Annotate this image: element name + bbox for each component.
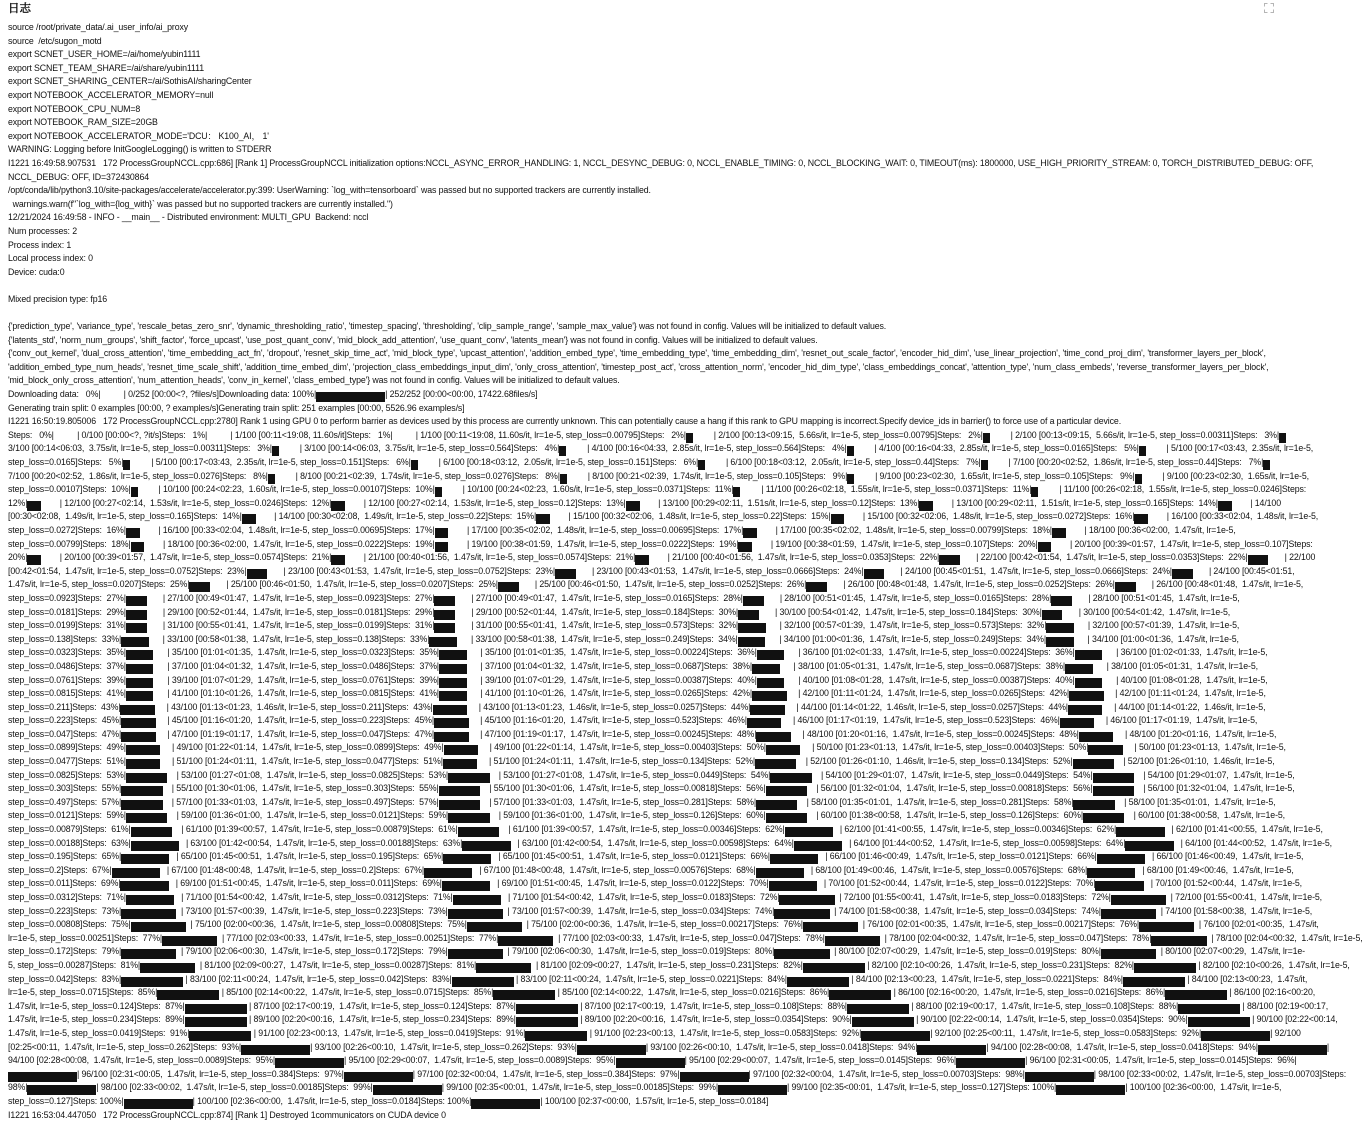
progress-bar-fill (453, 895, 501, 905)
log-line: Process index: 1 (8, 239, 1278, 253)
progress-bar-fill (1052, 528, 1066, 538)
log-line: 7/100 [00:20<02:52, 1.86s/it, lr=1e-5, step_loss=0.0276]Steps: 8%| | 8/100 [00:21<02:39, 1.74s/it, lr=1e-5, step_loss=0.0276]Steps: 8%| | 8/100 [00:21<02:39, 1.74s/it, lr=1e-5, step_loss=0.105]Steps: 9%| | 9/100 [00:23<02:30, 1.65s/it, lr=1e-5, step_loss=0.105]Steps: 9%| | 9/100 [00:23<02:30, 1.65s/it, lr=1e-5, (8, 470, 1278, 484)
log-line: step_loss=0.0815]Steps: 41%| | 41/100 [01:10<01:26, 1.47s/it, lr=1e-5, step_loss=0.0815]Steps: 41%| | 41/100 [01:10<01:26, 1.47s/it, lr=1e-5, step_loss=0.0265]Steps: 42%| | 42/100 [01:11<01:24, 1.47s/it, lr=1e-5, step_loss=0.0265]Steps: 42%| | 42/100 [01:11<01:24, 1.47s/it, lr=1e-5, (8, 687, 1278, 701)
progress-bar-fill (131, 827, 172, 837)
progress-bar-fill (560, 474, 567, 484)
progress-bar-fill (779, 895, 834, 905)
progress-bar-fill (140, 963, 195, 973)
log-line: step_loss=0.0199]Steps: 31%| | 31/100 [00:55<01:41, 1.47s/it, lr=1e-5, step_loss=0.0199]Steps: 31%| | 31/100 [00:55<01:41, 1.47s/it, lr=1e-5, step_loss=0.573]Steps: 32%| | 32/100 [00:57<01:39, 1.47s/it, lr=1e-5, step_loss=0.573]Steps: 32%| | 32/100 [00:57<01:39, 1.47s/it, lr=1e-5, (8, 619, 1278, 633)
log-line: step_loss=0.0477]Steps: 51%| | 51/100 [01:24<01:11, 1.47s/it, lr=1e-5, step_loss=0.0477]Steps: 51%| | 51/100 [01:24<01:11, 1.47s/it, lr=1e-5, step_loss=0.134]Steps: 52%| | 52/100 [01:26<01:10, 1.46s/it, lr=1e-5, step_loss=0.134]Steps: 52%| | 52/100 [01:26<01:10, 1.46s/it, lr=1e-5, (8, 755, 1278, 769)
log-line: step_loss=0.00879]Steps: 61%| | 61/100 [01:39<00:57, 1.47s/it, lr=1e-5, step_loss=0.00879]Steps: 61%| | 61/100 [01:39<00:57, 1.47s/it, lr=1e-5, step_loss=0.00346]Steps: 62%| | 62/100 [01:41<00:55, 1.47s/it, lr=1e-5, step_loss=0.00346]Steps: 62%| | 62/100 [01:41<00:55, 1.47s/it, lr=1e-5, (8, 823, 1278, 837)
progress-bar-fill (471, 1099, 540, 1109)
progress-bar-fill (1083, 813, 1124, 823)
progress-bar-fill (1079, 732, 1114, 742)
progress-bar-fill (680, 1072, 749, 1082)
progress-bar-fill (1115, 582, 1136, 592)
progress-bar-fill (189, 1031, 251, 1041)
progress-bar-fill (733, 487, 740, 497)
progress-bar-fill (698, 460, 705, 470)
progress-bar-fill (1111, 895, 1166, 905)
progress-bar-fill (1101, 909, 1156, 919)
progress-bar-fill (757, 650, 785, 660)
progress-bar-fill (1046, 623, 1074, 633)
progress-bar-fill (189, 582, 210, 592)
log-line: 1.47s/it, lr=1e-5, step_loss=0.124]Steps: 87%| | 87/100 [02:17<00:19, 1.47s/it, lr=1e-5, step_loss=0.124]Steps: 87%| | 87/100 [02:17<00:19, 1.47s/it, lr=1e-5, step_loss=0.108]Steps: 88%| | 88/100 [02:19<00:17, 1.47s/it, lr=1e-5, step_loss=0.108]Steps: 88%| | 88/100 [02:19<00:17, (8, 1000, 1278, 1014)
progress-bar-fill (131, 542, 145, 552)
progress-bar-fill (635, 555, 649, 565)
log-line: Generating train split: 0 examples [00:00, ? examples/s]Generating train split: 251 examples [00:00, 5526.96 examples/s] (8, 402, 1278, 416)
progress-bar-fill (121, 718, 156, 728)
progress-bar-fill (435, 528, 449, 538)
progress-bar-fill (1139, 922, 1194, 932)
progress-bar-fill (774, 909, 829, 919)
log-line: step_loss=0.497]Steps: 57%| | 57/100 [01:33<01:03, 1.47s/it, lr=1e-5, step_loss=0.497]Steps: 57%| | 57/100 [01:33<01:03, 1.47s/it, lr=1e-5, step_loss=0.281]Steps: 58%| | 58/100 [01:35<01:01, 1.47s/it, lr=1e-5, step_loss=0.281]Steps: 58%| | 58/100 [01:35<01:01, 1.47s/it, lr=1e-5, (8, 796, 1278, 810)
progress-bar-fill (131, 487, 138, 497)
progress-bar-fill (829, 990, 891, 1000)
progress-bar-fill (769, 881, 817, 891)
log-line: NCCL_DEBUG: OFF, ID=372430864 (8, 171, 1278, 185)
log-line: step_loss=0.172]Steps: 79%| | 79/100 [02:06<00:30, 1.47s/it, lr=1e-5, step_loss=0.172]Steps: 79%| | 79/100 [02:06<00:30, 1.47s/it, lr=1e-5, step_loss=0.019]Steps: 80%| | 80/100 [02:07<00:29, 1.47s/it, lr=1e-5, step_loss=0.019]Steps: 80%| | 80/100 [02:07<00:29, 1.47s/it, lr=1e- (8, 945, 1278, 959)
log-line: {'latents_std', 'norm_num_groups', 'shift_factor', 'force_upcast', 'use_post_quant_conv', 'mid_block_add_attention', 'use_quant_conv', 'latents_mean'} was not found in config. Values will be initialized to default values. (8, 334, 1278, 348)
progress-bar-fill (752, 664, 780, 674)
progress-bar-fill (185, 1004, 247, 1014)
log-line: step_loss=0.0923]Steps: 27%| | 27/100 [00:49<01:47, 1.47s/it, lr=1e-5, step_loss=0.0923]Steps: 27%| | 27/100 [00:49<01:47, 1.47s/it, lr=1e-5, step_loss=0.0165]Steps: 28%| | 28/100 [00:51<01:45, 1.47s/it, lr=1e-5, step_loss=0.0165]Steps: 28%| | 28/100 [00:51<01:45, 1.47s/it, lr=1e-5, (8, 592, 1278, 606)
progress-bar-fill (121, 786, 162, 796)
progress-bar-fill (756, 732, 791, 742)
progress-bar-fill (1135, 474, 1142, 484)
progress-bar-fill (919, 501, 933, 511)
progress-bar-fill (439, 650, 467, 660)
progress-bar-fill (1051, 596, 1072, 606)
log-output[interactable] (8, 21, 1278, 1117)
progress-bar-fill (476, 963, 531, 973)
log-line: step_loss=0.00107]Steps: 10%| | 10/100 [00:24<02:23, 1.60s/it, lr=1e-5, step_loss=0.00107]Steps: 10%| | 10/100 [00:24<02:23, 1.60s/it, lr=1e-5, step_loss=0.0371]Steps: 11%| | 11/100 [00:26<02:18, 1.55s/it, lr=1e-5, step_loss=0.0371]Steps: 11%| | 11/100 [00:26<02:18, 1.55s/it, lr=1e-5, step_loss=0.0246]Steps: (8, 483, 1278, 497)
progress-bar-fill (1073, 800, 1114, 810)
progress-bar-fill (1093, 773, 1134, 783)
progress-bar-fill (27, 555, 41, 565)
progress-bar-fill (956, 1058, 1025, 1068)
log-line: I1221 16:49:58.907531 172 ProcessGroupNCCL.cpp:686] [Rank 1] ProcessGroupNCCL initialization options:NCCL_ASYNC_ERROR_HANDLING: 1, NCCL_DESYNC_DEBUG: 0, NCCL_ENABLE_TIMING: 0, NCCL_BLOCKING_WAIT: 0, TIMEOUT(ms): 1800000, USE_HIGH_PRIORITY_STREAM: 0, TORCH_DISTRIBUTED_DEBUG: OFF, (8, 157, 1278, 171)
progress-bar-fill (1097, 854, 1145, 864)
progress-bar-fill (498, 582, 519, 592)
progress-bar-fill (806, 582, 827, 592)
progress-bar-fill (787, 977, 849, 987)
progress-bar-fill (443, 854, 491, 864)
progress-bar-fill (555, 569, 576, 579)
progress-bar-fill (157, 990, 219, 1000)
progress-bar-fill (162, 936, 217, 946)
progress-bar-fill (847, 446, 854, 456)
progress-bar-fill (241, 1045, 310, 1055)
progress-bar-fill (1087, 868, 1135, 878)
log-line: export SCNET_USER_HOME=/ai/home/yubin1111 (8, 48, 1278, 62)
progress-bar-fill (493, 990, 555, 1000)
log-line: | 96/100 [02:31<00:05, 1.47s/it, lr=1e-5, step_loss=0.384]Steps: 97%| | 97/100 [02:32<00:04, 1.47s/it, lr=1e-5, step_loss=0.384]Steps: 97%| | 97/100 [02:32<00:04, 1.47s/it, lr=1e-5, step_loss=0.00703]Steps: 98%| | 98/100 [02:33<00:02, 1.47s/it, lr=1e-5, step_loss=0.00703]Steps: (8, 1068, 1278, 1082)
progress-bar-fill (755, 759, 796, 769)
progress-bar-fill (1075, 678, 1103, 688)
progress-bar-fill (435, 487, 442, 497)
progress-bar-fill (852, 1017, 914, 1027)
progress-bar-fill (831, 514, 845, 524)
progress-bar-fill (1178, 1004, 1240, 1014)
progress-bar-fill (344, 1072, 413, 1082)
progress-bar-fill (1123, 977, 1185, 987)
log-line: [02:25<00:11, 1.47s/it, lr=1e-5, step_loss=0.262]Steps: 93%| | 93/100 [02:26<00:10, 1.47s/it, lr=1e-5, step_loss=0.262]Steps: 93%| | 93/100 [02:26<00:10, 1.47s/it, lr=1e-5, step_loss=0.0418]Steps: 94%| | 94/100 [02:28<00:08, 1.47s/it, lr=1e-5, step_loss=0.0418]Steps: 94%| | (8, 1041, 1278, 1055)
log-line: Mixed precision type: fp16 (8, 293, 1278, 307)
progress-bar-fill (126, 813, 167, 823)
log-line: step_loss=0.0761]Steps: 39%| | 39/100 [01:07<01:29, 1.47s/it, lr=1e-5, step_loss=0.0761]Steps: 39%| | 39/100 [01:07<01:29, 1.47s/it, lr=1e-5, step_loss=0.00387]Steps: 40%| | 40/100 [01:08<01:28, 1.47s/it, lr=1e-5, step_loss=0.00387]Steps: 40%| | 40/100 [01:08<01:28, 1.47s/it, lr=1e-5, (8, 674, 1278, 688)
log-line: step_loss=0.011]Steps: 69%| | 69/100 [01:51<00:45, 1.47s/it, lr=1e-5, step_loss=0.011]Steps: 69%| | 69/100 [01:51<00:45, 1.47s/it, lr=1e-5, step_loss=0.0122]Steps: 70%| | 70/100 [01:52<00:44, 1.47s/it, lr=1e-5, step_loss=0.0122]Steps: 70%| | 70/100 [01:52<00:44, 1.47s/it, lr=1e-5, (8, 877, 1278, 891)
progress-bar-fill (847, 1004, 909, 1014)
log-line: 'addition_embed_type_num_heads', 'resnet_time_scale_shift', 'addition_time_embed_dim', 'projection_class_embeddings_input_dim', 'only_cross_attention', 'timestep_post_act', 'cross_attention_norm', 'encoder_hid_dim_type', 'class_embeddings_concat', 'attention_type', 'num_class_embeds', 'reverse_transformer_layers_per_block', (8, 361, 1278, 375)
progress-bar-fill (8, 1072, 77, 1082)
progress-bar-fill (275, 1058, 344, 1068)
progress-bar-fill (516, 1004, 578, 1014)
progress-bar-fill (434, 732, 469, 742)
log-line: step_loss=0.138]Steps: 33%| | 33/100 [00:58<01:38, 1.47s/it, lr=1e-5, step_loss=0.138]Steps: 33%| | 33/100 [00:58<01:38, 1.47s/it, lr=1e-5, step_loss=0.249]Steps: 34%| | 34/100 [01:00<01:36, 1.47s/it, lr=1e-5, step_loss=0.249]Steps: 34%| | 34/100 [01:00<01:36, 1.47s/it, lr=1e-5, (8, 633, 1278, 647)
progress-bar-fill (126, 610, 147, 620)
progress-bar-fill (983, 433, 990, 443)
progress-bar-fill (126, 650, 154, 660)
progress-bar-fill (1263, 460, 1270, 470)
progress-bar-fill (331, 501, 345, 511)
expand-icon[interactable] (1264, 3, 1274, 13)
progress-bar-fill (1095, 881, 1143, 891)
log-line: 5, step_loss=0.00287]Steps: 81%| | 81/100 [02:09<00:27, 1.47s/it, lr=1e-5, step_loss=0.00287]Steps: 81%| | 81/100 [02:09<00:27, 1.47s/it, lr=1e-5, step_loss=0.231]Steps: 82%| | 82/100 [02:10<00:26, 1.47s/it, lr=1e-5, step_loss=0.231]Steps: 82%| | 82/100 [02:10<00:26, 1.47s/it, lr=1e-5, (8, 959, 1278, 973)
progress-bar-fill (738, 623, 766, 633)
progress-bar-fill (121, 800, 162, 810)
panel-title: 日志 (8, 3, 31, 16)
log-line: 'mid_block_only_cross_attention', 'num_attention_heads', 'conv_in_kernel', 'class_embed_type'} was not found in config. Values will be initialized to default values. (8, 374, 1278, 388)
log-line: [00:42<01:54, 1.47s/it, lr=1e-5, step_loss=0.0752]Steps: 23%| | 23/100 [00:43<01:53, 1.47s/it, lr=1e-5, step_loss=0.0752]Steps: 23%| | 23/100 [00:43<01:53, 1.47s/it, lr=1e-5, step_loss=0.0666]Steps: 24%| | 24/100 [00:45<01:51, 1.47s/it, lr=1e-5, step_loss=0.0666]Steps: 24%| | 24/100 [00:45<01:51, (8, 565, 1278, 579)
progress-bar-fill (429, 637, 457, 647)
progress-bar-fill (452, 977, 514, 987)
progress-bar-fill (750, 705, 785, 715)
progress-bar-fill (442, 881, 490, 891)
log-line: source /root/private_data/.ai_user_info/ai_proxy (8, 21, 1278, 35)
progress-bar-fill (1218, 501, 1232, 511)
progress-bar-fill (803, 922, 858, 932)
log-line: step_loss=0.00799]Steps: 18%| | 18/100 [00:36<02:00, 1.47s/it, lr=1e-5, step_loss=0.0222]Steps: 19%| | 19/100 [00:38<01:59, 1.47s/it, lr=1e-5, step_loss=0.0222]Steps: 19%| | 19/100 [00:38<01:59, 1.47s/it, lr=1e-5, step_loss=0.107]Steps: 20%| | 20/100 [00:39<01:57, 1.47s/it, lr=1e-5, step_loss=0.107]Steps: (8, 538, 1278, 552)
log-line: step_loss=0.047]Steps: 47%| | 47/100 [01:19<01:17, 1.47s/it, lr=1e-5, step_loss=0.047]Steps: 47%| | 47/100 [01:19<01:17, 1.47s/it, lr=1e-5, step_loss=0.00245]Steps: 48%| | 48/100 [01:20<01:16, 1.47s/it, lr=1e-5, step_loss=0.00245]Steps: 48%| | 48/100 [01:20<01:16, 1.47s/it, lr=1e-5, (8, 728, 1278, 742)
progress-bar-fill (738, 637, 766, 647)
progress-bar-fill (242, 514, 256, 524)
progress-bar-fill (1201, 1031, 1270, 1041)
progress-bar-fill (112, 868, 160, 878)
progress-bar-fill (1125, 841, 1173, 851)
progress-bar-fill (1172, 569, 1193, 579)
progress-bar-fill (120, 881, 168, 891)
progress-bar-fill (847, 474, 854, 484)
progress-bar-fill (121, 854, 169, 864)
log-line: step_loss=0.0825]Steps: 53%| | 53/100 [01:27<01:08, 1.47s/it, lr=1e-5, step_loss=0.0825]Steps: 53%| | 53/100 [01:27<01:08, 1.47s/it, lr=1e-5, step_loss=0.0449]Steps: 54%| | 54/100 [01:29<01:07, 1.47s/it, lr=1e-5, step_loss=0.0449]Steps: 54%| | 54/100 [01:29<01:07, 1.47s/it, lr=1e-5, (8, 769, 1278, 783)
log-line: 98%| | 98/100 [02:33<00:02, 1.47s/it, lr=1e-5, step_loss=0.00185]Steps: 99%| | 99/100 [02:35<00:01, 1.47s/it, lr=1e-5, step_loss=0.00185]Steps: 99%| | 99/100 [02:35<00:01, 1.47s/it, lr=1e-5, step_loss=0.127]Steps: 100%| | 100/100 [02:36<00:00, 1.47s/it, lr=1e-5, (8, 1081, 1278, 1095)
progress-bar-fill (448, 773, 489, 783)
progress-bar-fill (126, 773, 167, 783)
progress-bar-fill (1060, 718, 1095, 728)
progress-bar-fill (825, 936, 880, 946)
progress-bar-fill (1279, 433, 1286, 443)
progress-bar-fill (1069, 691, 1104, 701)
progress-bar-fill (981, 460, 988, 470)
progress-bar-fill (126, 678, 154, 688)
log-line: Device: cuda:0 (8, 266, 1278, 280)
progress-bar-fill (126, 596, 147, 606)
log-line: step_loss=0.303]Steps: 55%| | 55/100 [01:30<01:06, 1.47s/it, lr=1e-5, step_loss=0.303]Steps: 55%| | 55/100 [01:30<01:06, 1.47s/it, lr=1e-5, step_loss=0.00818]Steps: 56%| | 56/100 [01:32<01:04, 1.47s/it, lr=1e-5, step_loss=0.00818]Steps: 56%| | 56/100 [01:32<01:04, 1.47s/it, lr=1e-5, (8, 782, 1278, 796)
progress-bar-fill (121, 977, 183, 987)
log-line: step_loss=0.0165]Steps: 5%| | 5/100 [00:17<03:43, 2.35s/it, lr=1e-5, step_loss=0.151]Steps: 6%| | 6/100 [00:18<03:12, 2.05s/it, lr=1e-5, step_loss=0.151]Steps: 6%| | 6/100 [00:18<03:12, 2.05s/it, lr=1e-5, step_loss=0.44]Steps: 7%| | 7/100 [00:20<02:52, 1.86s/it, lr=1e-5, step_loss=0.44]Steps: 7%| (8, 456, 1278, 470)
progress-bar-fill (686, 433, 693, 443)
log-line: [00:30<02:08, 1.49s/it, lr=1e-5, step_loss=0.165]Steps: 14%| | 14/100 [00:30<02:08, 1.49s/it, lr=1e-5, step_loss=0.22]Steps: 15%| | 15/100 [00:32<02:06, 1.48s/it, lr=1e-5, step_loss=0.22]Steps: 15%| | 15/100 [00:32<02:06, 1.48s/it, lr=1e-5, step_loss=0.0272]Steps: 16%| | 16/100 [00:33<02:04, 1.48s/it, lr=1e-5, (8, 510, 1278, 524)
log-line: lr=1e-5, step_loss=0.00251]Steps: 77%| | 77/100 [02:03<00:33, 1.47s/it, lr=1e-5, step_loss=0.00251]Steps: 77%| | 77/100 [02:03<00:33, 1.47s/it, lr=1e-5, step_loss=0.047]Steps: 78%| | 78/100 [02:04<00:32, 1.47s/it, lr=1e-5, step_loss=0.047]Steps: 78%| | 78/100 [02:04<00:32, 1.47s/it, lr=1e-5, (8, 932, 1278, 946)
progress-bar-fill (1093, 786, 1134, 796)
progress-bar-fill (577, 1045, 646, 1055)
log-line: lr=1e-5, step_loss=0.0715]Steps: 85%| | 85/100 [02:14<00:22, 1.47s/it, lr=1e-5, step_loss=0.0715]Steps: 85%| | 85/100 [02:14<00:22, 1.47s/it, lr=1e-5, step_loss=0.0216]Steps: 86%| | 86/100 [02:16<00:20, 1.47s/it, lr=1e-5, step_loss=0.0216]Steps: 86%| | 86/100 [02:16<00:20, (8, 986, 1278, 1000)
progress-bar-fill (126, 528, 140, 538)
progress-bar-fill (939, 555, 960, 565)
progress-bar-fill (743, 528, 757, 538)
log-line: step_loss=0.0181]Steps: 29%| | 29/100 [00:52<01:44, 1.47s/it, lr=1e-5, step_loss=0.0181]Steps: 29%| | 29/100 [00:52<01:44, 1.47s/it, lr=1e-5, step_loss=0.184]Steps: 30%| | 30/100 [00:54<01:42, 1.47s/it, lr=1e-5, step_loss=0.184]Steps: 30%| | 30/100 [00:54<01:42, 1.47s/it, lr=1e-5, (8, 606, 1278, 620)
progress-bar-fill (434, 610, 455, 620)
log-line: export SCNET_SHARING_CENTER=/ai/SothisAI/sharingCenter (8, 75, 1278, 89)
progress-bar-fill (439, 786, 480, 796)
progress-bar-fill (434, 596, 455, 606)
progress-bar-fill (525, 1031, 587, 1041)
progress-bar-fill (444, 745, 479, 755)
progress-bar-fill (752, 691, 787, 701)
log-line: source /etc/sugon_motd (8, 35, 1278, 49)
progress-bar-fill (124, 1099, 193, 1109)
progress-bar-fill (247, 569, 268, 579)
log-line: Num processes: 2 (8, 225, 1278, 239)
progress-bar-fill (1025, 1072, 1094, 1082)
progress-bar-fill (448, 949, 503, 959)
progress-bar-fill (747, 718, 782, 728)
progress-bar-fill (1116, 827, 1164, 837)
progress-bar-fill (1188, 1017, 1250, 1027)
progress-bar-fill (861, 1031, 930, 1041)
progress-bar-fill (766, 745, 801, 755)
progress-bar-fill (462, 841, 510, 851)
log-line: 3/100 [00:14<06:03, 3.75s/it, lr=1e-5, step_loss=0.00311]Steps: 3%| | 3/100 [00:14<06:03, 3.75s/it, lr=1e-5, step_loss=0.564]Steps: 4%| | 4/100 [00:16<04:33, 2.85s/it, lr=1e-5, step_loss=0.564]Steps: 4%| | 4/100 [00:16<04:33, 2.85s/it, lr=1e-5, step_loss=0.0165]Steps: 5%| | 5/100 [00:17<03:43, 2.35s/it, lr=1e-5, (8, 442, 1278, 456)
progress-bar-fill (458, 827, 499, 837)
progress-bar-fill (1134, 514, 1148, 524)
log-line: Steps: 0%| | 0/100 [00:00<?, ?it/s]Steps: 1%| | 1/100 [00:11<19:08, 11.60s/it]Steps: 1%| | 1/100 [00:11<19:08, 11.60s/it, lr=1e-5, step_loss=0.00795]Steps: 2%| | 2/100 [00:13<09:15, 5.66s/it, lr=1e-5, step_loss=0.00795]Steps: 2%| | 2/100 [00:13<09:15, 5.66s/it, lr=1e-5, step_loss=0.00311]Steps: 3%| (8, 429, 1278, 443)
log-line: export NOTEBOOK_ACCELERATOR_MEMORY=null (8, 89, 1278, 103)
log-line: 1.47s/it, lr=1e-5, step_loss=0.0207]Steps: 25%| | 25/100 [00:46<01:50, 1.47s/it, lr=1e-5, step_loss=0.0207]Steps: 25%| | 25/100 [00:46<01:50, 1.47s/it, lr=1e-5, step_loss=0.0252]Steps: 26%| | 26/100 [00:48<01:48, 1.47s/it, lr=1e-5, step_loss=0.0252]Steps: 26%| | 26/100 [00:48<01:48, 1.47s/it, lr=1e-5, (8, 578, 1278, 592)
progress-bar-fill (439, 678, 467, 688)
progress-bar-fill (434, 718, 469, 728)
progress-bar-fill (794, 841, 842, 851)
progress-bar-fill (559, 446, 566, 456)
progress-bar-fill (1056, 1085, 1125, 1095)
log-line: export NOTEBOOK_CPU_NUM=8 (8, 103, 1278, 117)
progress-bar-fill (131, 922, 186, 932)
progress-bar-fill (439, 800, 480, 810)
log-line: {'conv_out_kernel', 'dual_cross_attention', 'time_embedding_act_fn', 'dropout', 'resnet_skip_time_act', 'mid_block_type', 'upcast_attention', 'addition_embed_type', 'time_embedding_type', 'time_embedding_dim', 'resnet_out_scale_factor', 'encoder_hid_dim', 'use_linear_projection', 'time_cond_proj_dim', 'transformer_layers_per_block', (8, 347, 1278, 361)
progress-bar-fill (373, 1085, 442, 1095)
progress-bar-fill (272, 446, 279, 456)
progress-bar-fill (766, 786, 807, 796)
progress-bar-fill (864, 569, 885, 579)
progress-bar-fill (439, 664, 467, 674)
progress-bar-fill (1042, 610, 1063, 620)
progress-bar-fill (1065, 664, 1093, 674)
log-line: Downloading data: 0%| | 0/252 [00:00<?, ?files/s]Downloading data: 100%| | 252/252 [00:00<00:00, 17422.68files/s] (8, 388, 1278, 402)
progress-bar-fill (1248, 555, 1269, 565)
progress-bar-fill (121, 637, 149, 647)
progress-bar-fill (185, 1017, 247, 1027)
progress-bar-fill (121, 909, 176, 919)
progress-bar-fill (498, 936, 553, 946)
progress-bar-fill (1075, 650, 1103, 660)
progress-bar-fill (756, 800, 797, 810)
progress-bar-fill (27, 1085, 96, 1095)
progress-bar-fill (738, 610, 759, 620)
progress-bar-fill (467, 922, 522, 932)
log-line (8, 306, 1278, 320)
log-line: I1221 16:53:04.447050 172 ProcessGroupNCCL.cpp:874] [Rank 1] Destroyed 1communicators on CUDA device 0 (8, 1109, 1278, 1122)
log-line: step_loss=0.0121]Steps: 59%| | 59/100 [01:36<01:00, 1.47s/it, lr=1e-5, step_loss=0.0121]Steps: 59%| | 59/100 [01:36<01:00, 1.47s/it, lr=1e-5, step_loss=0.126]Steps: 60%| | 60/100 [01:38<00:58, 1.47s/it, lr=1e-5, step_loss=0.126]Steps: 60%| | 60/100 [01:38<00:58, 1.47s/it, lr=1e-5, (8, 809, 1278, 823)
log-line: export NOTEBOOK_ACCELERATOR_MODE='DCU： K100_AI， 1' (8, 130, 1278, 144)
progress-bar-fill (1031, 487, 1038, 497)
progress-bar-fill (756, 868, 804, 878)
log-line: 1.47s/it, lr=1e-5, step_loss=0.0419]Steps: 91%| | 91/100 [02:23<00:13, 1.47s/it, lr=1e-5, step_loss=0.0419]Steps: 91%| | 91/100 [02:23<00:13, 1.47s/it, lr=1e-5, step_loss=0.0583]Steps: 92%| | 92/100 [02:25<00:11, 1.47s/it, lr=1e-5, step_loss=0.0583]Steps: 92%| | 92/100 (8, 1027, 1278, 1041)
progress-bar-fill (448, 813, 489, 823)
progress-bar-fill (1038, 542, 1052, 552)
log-line: step_loss=0.00808]Steps: 75%| | 75/100 [02:00<00:36, 1.47s/it, lr=1e-5, step_loss=0.00808]Steps: 75%| | 75/100 [02:00<00:36, 1.47s/it, lr=1e-5, step_loss=0.00217]Steps: 76%| | 76/100 [02:01<00:35, 1.47s/it, lr=1e-5, step_loss=0.00217]Steps: 76%| | 76/100 [02:01<00:35, 1.47s/it, (8, 918, 1278, 932)
progress-bar-fill (1073, 759, 1114, 769)
log-line: step_loss=0.0312]Steps: 71%| | 71/100 [01:54<00:42, 1.47s/it, lr=1e-5, step_loss=0.0312]Steps: 71%| | 71/100 [01:54<00:42, 1.47s/it, lr=1e-5, step_loss=0.0183]Steps: 72%| | 72/100 [01:55<00:41, 1.47s/it, lr=1e-5, step_loss=0.0183]Steps: 72%| | 72/100 [01:55<00:41, 1.47s/it, lr=1e-5, (8, 891, 1278, 905)
log-line: step_loss=0.042]Steps: 83%| | 83/100 [02:11<00:24, 1.47s/it, lr=1e-5, step_loss=0.042]Steps: 83%| | 83/100 [02:11<00:24, 1.47s/it, lr=1e-5, step_loss=0.0221]Steps: 84%| | 84/100 [02:13<00:23, 1.47s/it, lr=1e-5, step_loss=0.0221]Steps: 84%| | 84/100 [02:13<00:23, 1.47s/it, (8, 973, 1278, 987)
progress-bar-fill (757, 678, 785, 688)
log-line: step_loss=0.195]Steps: 65%| | 65/100 [01:45<00:51, 1.47s/it, lr=1e-5, step_loss=0.195]Steps: 65%| | 65/100 [01:45<00:51, 1.47s/it, lr=1e-5, step_loss=0.0121]Steps: 66%| | 66/100 [01:46<00:49, 1.47s/it, lr=1e-5, step_loss=0.0121]Steps: 66%| | 66/100 [01:46<00:49, 1.47s/it, lr=1e-5, (8, 850, 1278, 864)
progress-bar-fill (27, 501, 41, 511)
log-line: 20%| | 20/100 [00:39<01:57, 1.47s/it, lr=1e-5, step_loss=0.0574]Steps: 21%| | 21/100 [00:40<01:56, 1.47s/it, lr=1e-5, step_loss=0.0574]Steps: 21%| | 21/100 [00:40<01:56, 1.47s/it, lr=1e-5, step_loss=0.0353]Steps: 22%| | 22/100 [00:42<01:54, 1.47s/it, lr=1e-5, step_loss=0.0353]Steps: 22%| | 22/100 (8, 551, 1278, 565)
progress-bar-fill (770, 773, 811, 783)
log-line: step_loss=0.0272]Steps: 16%| | 16/100 [00:33<02:04, 1.48s/it, lr=1e-5, step_loss=0.00695]Steps: 17%| | 17/100 [00:35<02:02, 1.48s/it, lr=1e-5, step_loss=0.00695]Steps: 17%| | 17/100 [00:35<02:02, 1.48s/it, lr=1e-5, step_loss=0.00799]Steps: 18%| | 18/100 [00:36<02:00, 1.47s/it, lr=1e-5, (8, 524, 1278, 538)
progress-bar-fill (126, 691, 154, 701)
progress-bar-fill (126, 623, 147, 633)
log-line: export NOTEBOOK_RAM_SIZE=20GB (8, 116, 1278, 130)
progress-bar-fill (1151, 936, 1206, 946)
progress-bar-fill (434, 623, 455, 633)
progress-bar-fill (121, 732, 156, 742)
log-line: step_loss=0.2]Steps: 67%| | 67/100 [01:48<00:48, 1.47s/it, lr=1e-5, step_loss=0.2]Steps: 67%| | 67/100 [01:48<00:48, 1.47s/it, lr=1e-5, step_loss=0.00576]Steps: 68%| | 68/100 [01:49<00:46, 1.47s/it, lr=1e-5, step_loss=0.00576]Steps: 68%| | 68/100 [01:49<00:46, 1.47s/it, lr=1e-5, (8, 864, 1278, 878)
progress-bar-fill (121, 949, 176, 959)
log-line: /opt/conda/lib/python3.10/site-packages/accelerate/accelerator.py:399: UserWarning: `log_with=tensorboard` was passed but no supported trackers are currently installed. (8, 184, 1278, 198)
progress-bar-fill (443, 759, 478, 769)
progress-bar-fill (770, 854, 818, 864)
progress-bar-fill (1139, 446, 1146, 456)
progress-bar-fill (766, 813, 807, 823)
progress-bar-fill (785, 827, 833, 837)
progress-bar-fill (433, 705, 468, 715)
progress-bar-fill (411, 460, 418, 470)
progress-bar-fill (1134, 963, 1196, 973)
progress-bar-fill (1046, 637, 1074, 647)
progress-bar-fill (435, 542, 449, 552)
progress-bar-fill (1088, 745, 1123, 755)
log-line: WARNING: Logging before InitGoogleLogging() is written to STDERR (8, 143, 1278, 157)
log-line: step_loss=0.223]Steps: 73%| | 73/100 [01:57<00:39, 1.47s/it, lr=1e-5, step_loss=0.223]Steps: 73%| | 73/100 [01:57<00:39, 1.47s/it, lr=1e-5, step_loss=0.034]Steps: 74%| | 74/100 [01:58<00:38, 1.47s/it, lr=1e-5, step_loss=0.034]Steps: 74%| | 74/100 [01:58<00:38, 1.47s/it, lr=1e-5, (8, 905, 1278, 919)
progress-bar-fill (1101, 949, 1156, 959)
log-line: {'prediction_type', 'variance_type', 'rescale_betas_zero_snr', 'dynamic_thresholding_ratio', 'timestep_spacing', 'thresholding', 'clip_sample_range', 'sample_max_value'} was not found in config. Values will be initialized to default values. (8, 320, 1278, 334)
progress-bar-fill (126, 759, 161, 769)
progress-bar-fill (331, 555, 345, 565)
progress-bar-fill (120, 705, 155, 715)
progress-bar-fill (718, 1085, 787, 1095)
log-line: I1221 16:50:19.805006 172 ProcessGroupNCCL.cpp:2780] Rank 1 using GPU 0 to perform barrier as devices used by this process are currently unknown. This can potentially cause a hang if this rank to GPU mapping is incorrect.Specify device_ids in barrier() to force use of a particular device. (8, 415, 1278, 429)
progress-bar-fill (268, 474, 275, 484)
progress-bar-fill (123, 460, 130, 470)
progress-bar-fill (316, 392, 385, 402)
log-line: step_loss=0.127]Steps: 100%| | 100/100 [02:36<00:00, 1.47s/it, lr=1e-5, step_loss=0.0184]Steps: 100%| | 100/100 [02:37<00:00, 1.57s/it, lr=1e-5, step_loss=0.0184] (8, 1095, 1278, 1109)
progress-bar-fill (803, 963, 865, 973)
progress-bar-fill (1258, 1045, 1327, 1055)
progress-bar-fill (738, 542, 752, 552)
log-line: 12/21/2024 16:49:58 - INFO - __main__ - Distributed environment: MULTI_GPU Backend: nccl (8, 211, 1278, 225)
progress-bar-fill (424, 868, 472, 878)
log-line: warnings.warn(f"`log_with={log_with}` was passed but no supported trackers are currently installed.") (8, 198, 1278, 212)
progress-bar-fill (126, 664, 154, 674)
log-line: step_loss=0.0899]Steps: 49%| | 49/100 [01:22<01:14, 1.47s/it, lr=1e-5, step_loss=0.0899]Steps: 49%| | 49/100 [01:22<01:14, 1.47s/it, lr=1e-5, step_loss=0.00403]Steps: 50%| | 50/100 [01:23<01:13, 1.47s/it, lr=1e-5, step_loss=0.00403]Steps: 50%| | 50/100 [01:23<01:13, 1.47s/it, lr=1e-5, (8, 741, 1278, 755)
progress-bar-fill (616, 1058, 685, 1068)
log-line: export SCNET_TEAM_SHARE=/ai/share/yubin1111 (8, 62, 1278, 76)
progress-bar-fill (516, 1017, 578, 1027)
progress-bar-fill (536, 514, 550, 524)
progress-bar-fill (743, 596, 764, 606)
log-line: step_loss=0.0486]Steps: 37%| | 37/100 [01:04<01:32, 1.47s/it, lr=1e-5, step_loss=0.0486]Steps: 37%| | 37/100 [01:04<01:32, 1.47s/it, lr=1e-5, step_loss=0.0687]Steps: 38%| | 38/100 [01:05<01:31, 1.47s/it, lr=1e-5, step_loss=0.0687]Steps: 38%| | 38/100 [01:05<01:31, 1.47s/it, lr=1e-5, (8, 660, 1278, 674)
log-line: step_loss=0.0323]Steps: 35%| | 35/100 [01:01<01:35, 1.47s/it, lr=1e-5, step_loss=0.0323]Steps: 35%| | 35/100 [01:01<01:35, 1.47s/it, lr=1e-5, step_loss=0.00224]Steps: 36%| | 36/100 [01:02<01:33, 1.47s/it, lr=1e-5, step_loss=0.00224]Steps: 36%| | 36/100 [01:02<01:33, 1.47s/it, lr=1e-5, (8, 646, 1278, 660)
progress-bar-fill (1068, 705, 1103, 715)
progress-bar-fill (439, 691, 467, 701)
log-line: step_loss=0.223]Steps: 45%| | 45/100 [01:16<01:20, 1.47s/it, lr=1e-5, step_loss=0.223]Steps: 45%| | 45/100 [01:16<01:20, 1.47s/it, lr=1e-5, step_loss=0.523]Steps: 46%| | 46/100 [01:17<01:19, 1.47s/it, lr=1e-5, step_loss=0.523]Steps: 46%| | 46/100 [01:17<01:19, 1.47s/it, lr=1e-5, (8, 714, 1278, 728)
log-line: 94/100 [02:28<00:08, 1.47s/it, lr=1e-5, step_loss=0.0089]Steps: 95%| | 95/100 [02:29<00:07, 1.47s/it, lr=1e-5, step_loss=0.0089]Steps: 95%| | 95/100 [02:29<00:07, 1.47s/it, lr=1e-5, step_loss=0.0145]Steps: 96%| | 96/100 [02:31<00:05, 1.47s/it, lr=1e-5, step_loss=0.0145]Steps: 96%| (8, 1054, 1278, 1068)
log-line: step_loss=0.00188]Steps: 63%| | 63/100 [01:42<00:54, 1.47s/it, lr=1e-5, step_loss=0.00188]Steps: 63%| | 63/100 [01:42<00:54, 1.47s/it, lr=1e-5, step_loss=0.00598]Steps: 64%| | 64/100 [01:44<00:52, 1.47s/it, lr=1e-5, step_loss=0.00598]Steps: 64%| | 64/100 [01:44<00:52, 1.47s/it, lr=1e-5, (8, 837, 1278, 851)
log-line: step_loss=0.211]Steps: 43%| | 43/100 [01:13<01:23, 1.46s/it, lr=1e-5, step_loss=0.211]Steps: 43%| | 43/100 [01:13<01:23, 1.46s/it, lr=1e-5, step_loss=0.0257]Steps: 44%| | 44/100 [01:14<01:22, 1.46s/it, lr=1e-5, step_loss=0.0257]Steps: 44%| | 44/100 [01:14<01:22, 1.46s/it, lr=1e-5, (8, 701, 1278, 715)
log-line (8, 279, 1278, 293)
progress-bar-fill (126, 895, 174, 905)
log-line: 12%| | 12/100 [00:27<02:14, 1.53s/it, lr=1e-5, step_loss=0.0246]Steps: 12%| | 12/100 [00:27<02:14, 1.53s/it, lr=1e-5, step_loss=0.12]Steps: 13%| | 13/100 [00:29<02:11, 1.51s/it, lr=1e-5, step_loss=0.12]Steps: 13%| | 13/100 [00:29<02:11, 1.51s/it, lr=1e-5, step_loss=0.165]Steps: 14%| | 14/100 (8, 497, 1278, 511)
progress-bar-fill (774, 949, 829, 959)
log-line: Local process index: 0 (8, 252, 1278, 266)
progress-bar-fill (1165, 990, 1227, 1000)
log-line: 1.47s/it, lr=1e-5, step_loss=0.234]Steps: 89%| | 89/100 [02:20<00:16, 1.47s/it, lr=1e-5, step_loss=0.234]Steps: 89%| | 89/100 [02:20<00:16, 1.47s/it, lr=1e-5, step_loss=0.0354]Steps: 90%| | 90/100 [02:22<00:14, 1.47s/it, lr=1e-5, step_loss=0.0354]Steps: 90%| | 90/100 [02:22<00:14, (8, 1013, 1278, 1027)
progress-bar-fill (131, 841, 179, 851)
progress-bar-fill (126, 745, 161, 755)
progress-bar-fill (626, 501, 640, 511)
progress-bar-fill (917, 1045, 986, 1055)
progress-bar-fill (448, 909, 503, 919)
